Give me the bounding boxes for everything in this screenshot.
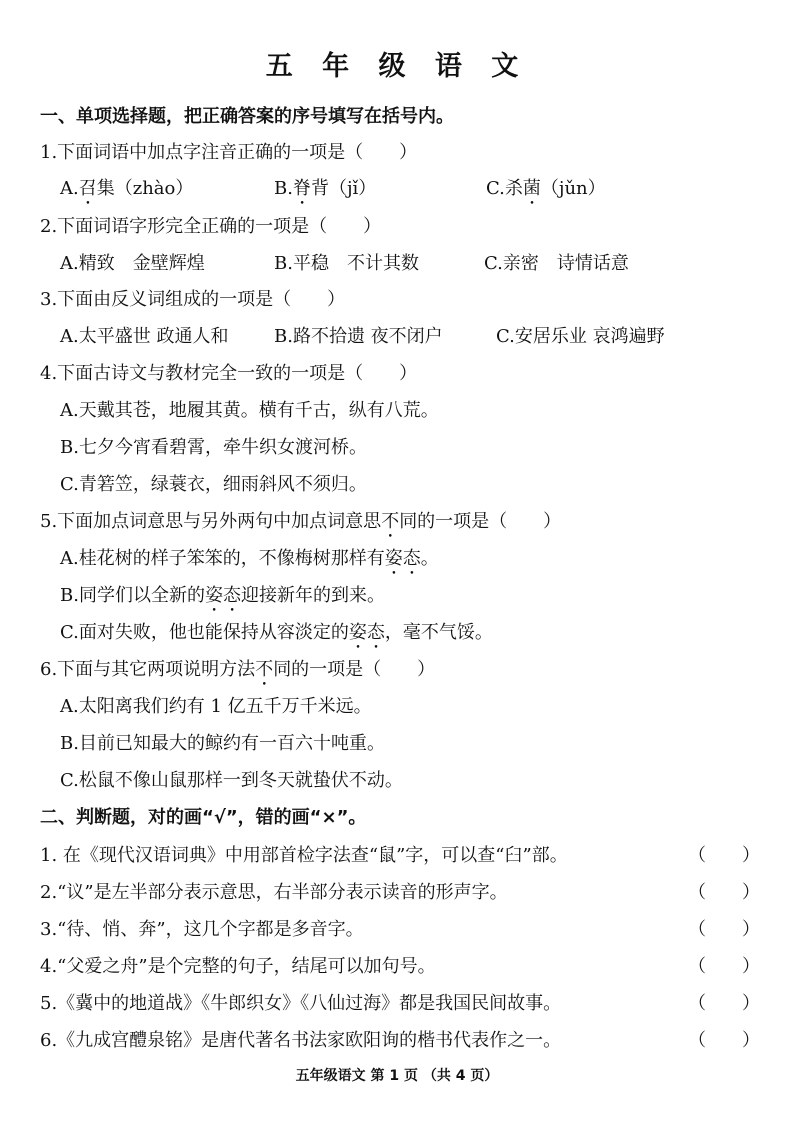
question-4-option-c: C.青箬笠，绿蓑衣，细雨斜风不须归。: [60, 474, 367, 495]
question-5-stem: 5.下面加点词意思与另外两句中加点词意思不同的一项是（ ）: [40, 511, 562, 532]
question-5-option-a: A.桂花树的样子笨笨的，不像梅树那样有姿态。: [60, 548, 439, 569]
answer-blank-5[interactable]: （ ）: [688, 993, 760, 1014]
judgment-item-2: 2.“议”是左半部分表示意思，右半部分表示读音的形声字。: [40, 882, 508, 903]
option-b: B.平稳 不计其数: [274, 253, 419, 274]
question-6-stem: 6.下面与其它两项说明方法不同的一项是（ ）: [40, 659, 436, 680]
question-5-option-b: B.同学们以全新的姿态迎接新年的到来。: [60, 585, 385, 606]
answer-blank-3[interactable]: （ ）: [688, 919, 760, 940]
option-a: A.太平盛世 政通人和: [60, 326, 229, 347]
question-4-option-b: B.七夕今宵看碧霄，牵牛织女渡河桥。: [60, 437, 367, 458]
judgment-item-1: 1. 在《现代汉语词典》中用部首检字法查“鼠”字，可以查“臼”部。: [40, 845, 568, 866]
option-c: C.杀菌（jǔn）: [486, 178, 606, 199]
judgment-item-6: 6.《九成宫醴泉铭》是唐代著名书法家欧阳询的楷书代表作之一。: [40, 1030, 562, 1051]
option-c: C.亲密 诗情话意: [484, 253, 629, 274]
section-1-heading: 一、单项选择题，把正确答案的序号填写在括号内。: [40, 106, 454, 127]
question-3-stem: 3.下面由反义词组成的一项是（ ）: [40, 289, 346, 310]
option-b: B.脊背（jǐ）: [274, 178, 377, 199]
option-a: A.召集（zhào）: [60, 178, 194, 199]
question-6-option-a: A.太阳离我们约有 1 亿五千万千米远。: [60, 696, 372, 717]
judgment-item-3: 3.“待、悄、奔”，这几个字都是多音字。: [40, 919, 364, 940]
answer-blank-4[interactable]: （ ）: [688, 956, 760, 977]
question-6-option-c: C.松鼠不像山鼠那样一到冬天就蛰伏不动。: [60, 770, 403, 791]
judgment-item-4: 4.“父爱之舟”是个完整的句子，结尾可以加句号。: [40, 956, 436, 977]
question-4-option-a: A.天戴其苍，地履其黄。横有千古，纵有八荒。: [60, 400, 439, 421]
question-4-stem: 4.下面古诗文与教材完全一致的一项是（ ）: [40, 363, 418, 384]
answer-blank-2[interactable]: （ ）: [688, 882, 760, 903]
judgment-item-5: 5.《冀中的地道战》《牛郎织女》《八仙过海》都是我国民间故事。: [40, 993, 562, 1014]
section-2-heading: 二、判断题，对的画“√”，错的画“×”。: [40, 807, 367, 828]
page-footer: 五年级语文 第 1 页 （共 4 页）: [295, 1068, 499, 1084]
question-2-stem: 2.下面词语字形完全正确的一项是（ ）: [40, 216, 382, 237]
question-5-option-c: C.面对失败，他也能保持从容淡定的姿态，毫不气馁。: [60, 622, 493, 643]
question-1-stem: 1.下面词语中加点字注音正确的一项是（ ）: [40, 142, 418, 163]
question-6-option-b: B.目前已知最大的鲸约有一百六十吨重。: [60, 733, 385, 754]
option-c: C.安居乐业 哀鸿遍野: [496, 326, 665, 347]
page-title: 五 年 级 语 文: [265, 51, 529, 82]
option-a: A.精致 金壁辉煌: [60, 253, 205, 274]
option-b: B.路不拾遗 夜不闭户: [274, 326, 443, 347]
answer-blank-1[interactable]: （ ）: [688, 845, 760, 866]
answer-blank-6[interactable]: （ ）: [688, 1030, 760, 1051]
